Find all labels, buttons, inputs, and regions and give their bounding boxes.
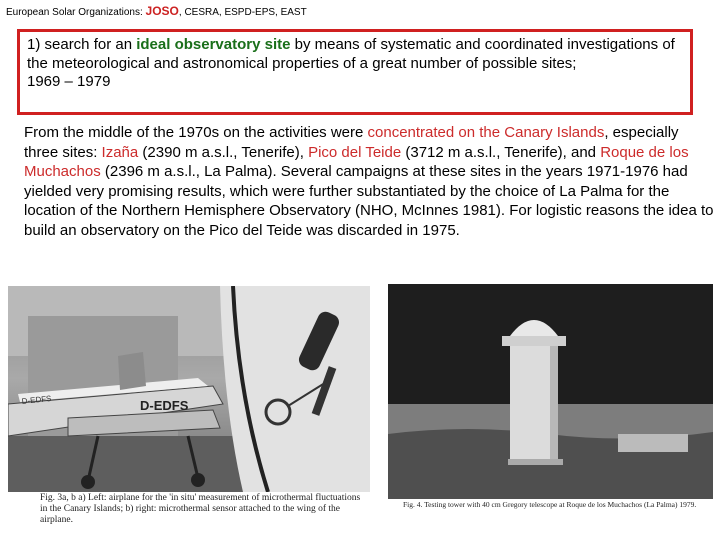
body-text-2: , especially three sites: xyxy=(24,124,679,161)
caption-airplane: Fig. 3a, b a) Left: airplane for the 'in situ' measurement of microthermal fluctuations in the Canary Islands; b) right: microthermal sensor attached to the wing of the airplane. xyxy=(40,493,361,525)
objective-box xyxy=(17,29,693,115)
joso-highlight: JOSO xyxy=(145,4,179,18)
header-rest: , CESRA, ESPD-EPS, EAST xyxy=(178,7,307,18)
caption-observatory: Fig. 4. Testing tower with 40 cm Gregory telescope at Roque de los Muchachos (La Palma) 1979. xyxy=(403,500,697,509)
box-text-2: by means of systematic and coordinated investigations of the meteorological and astronomical properties of a great number of possible sites; xyxy=(27,36,675,72)
airplane-illustration xyxy=(8,286,370,492)
observatory-illustration xyxy=(388,284,713,499)
body-text-4: (3712 m a.s.l., Tenerife), and xyxy=(401,143,601,161)
header-prefix: European Solar Organizations: xyxy=(6,7,143,18)
roque-highlight: Roque de los Muchachos xyxy=(24,143,689,181)
observatory-photo xyxy=(388,284,713,499)
body-text-3: (2390 m a.s.l., Tenerife), xyxy=(138,143,309,161)
body-paragraph xyxy=(24,123,714,241)
airplane-photo xyxy=(8,286,370,492)
teide-highlight: Pico del Teide xyxy=(308,143,402,161)
plane-registration: D-EDFS xyxy=(140,398,189,413)
box-years: 1969 – 1979 xyxy=(27,73,111,90)
box-highlight: ideal observatory site xyxy=(136,36,291,53)
header-line xyxy=(6,4,307,18)
body-text-1: From the middle of the 1970s on the activities were xyxy=(24,124,368,141)
body-text-5: (2396 m a.s.l., La Palma). Several campaigns at these sites in the years 1971-1976 had yielded very promising results, which were further substantiated by the choice of La Palma for the location of the Northern Hemisphere Observatory (NHO, McInnes 1981). For logistic reasons the idea to build an observatory on the Pico del Teide was discarded in 1975. xyxy=(24,163,714,239)
plane-registration-tail: D-EDFS xyxy=(21,393,52,406)
izana-highlight: Izaña xyxy=(101,143,139,161)
canary-highlight: concentrated on the Canary Islands xyxy=(367,124,605,141)
box-text-1: 1) search for an xyxy=(27,36,137,53)
